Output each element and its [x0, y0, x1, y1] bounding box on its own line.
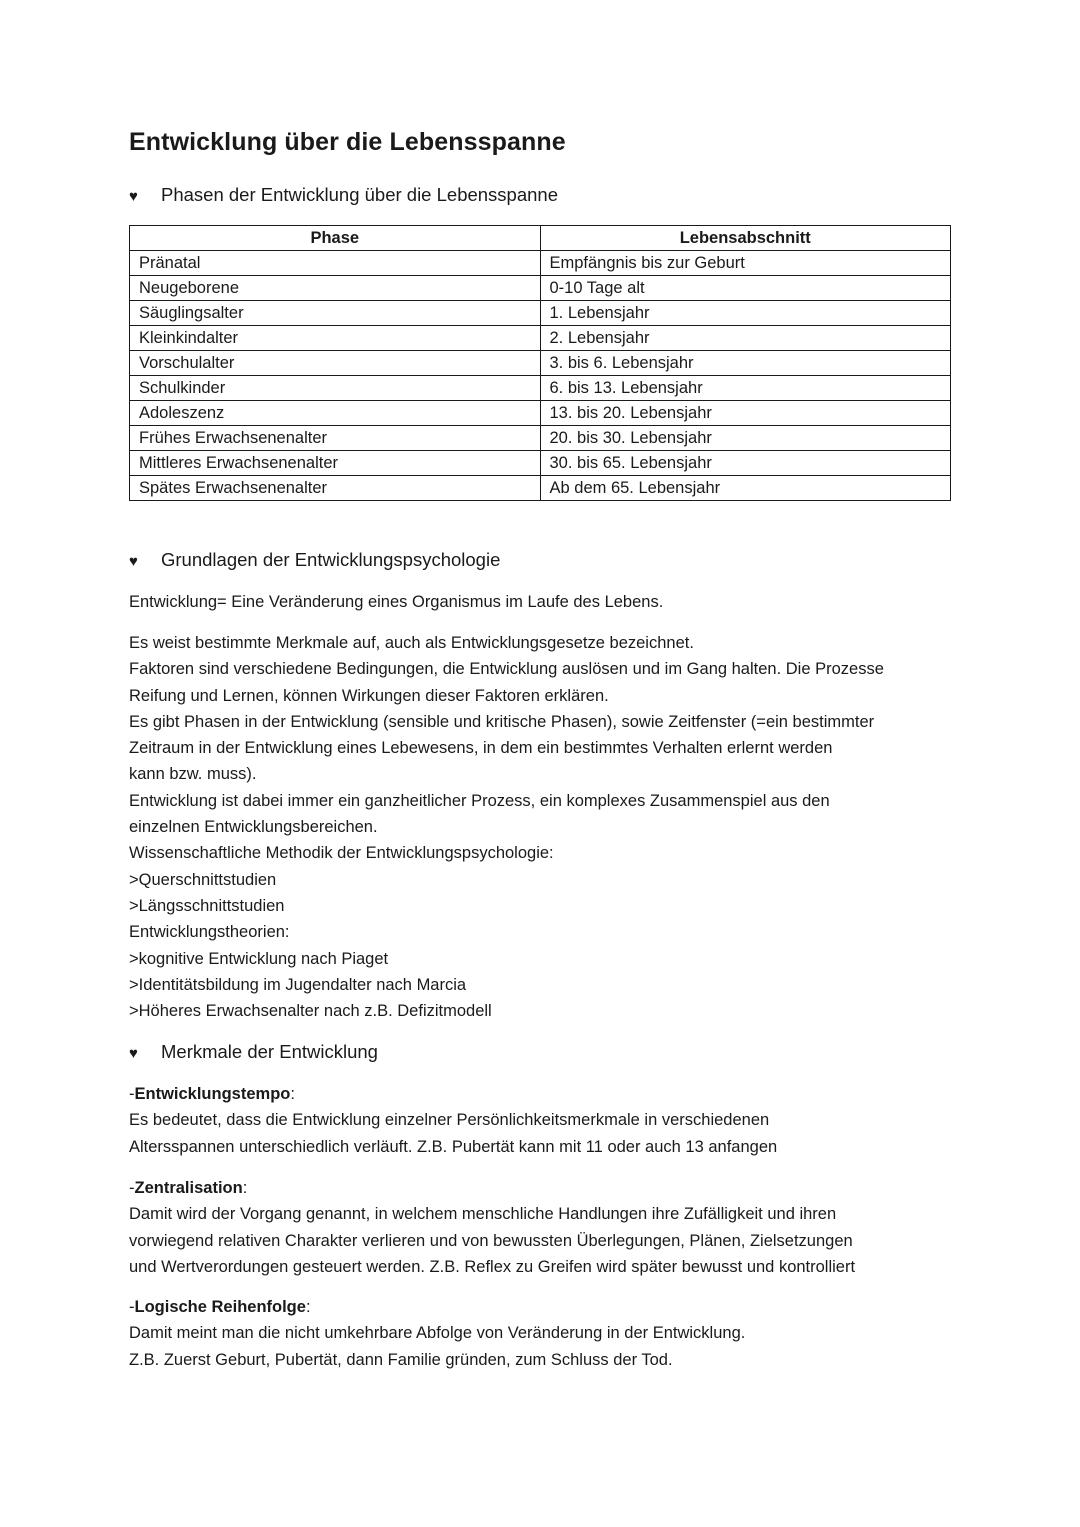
column-header-lebensabschnitt: Lebensabschnitt — [540, 226, 951, 251]
section-heading-merkmale — [129, 1041, 378, 1063]
cell-phase: Schulkinder — [130, 376, 541, 401]
merkmal-prefix: - — [129, 1298, 135, 1316]
heart-bullet-icon: ♥ — [129, 188, 138, 205]
merkmal-line: Damit wird der Vorgang genannt, in welchem menschliche Handlungen ihre Zufälligkeit und ihren — [129, 1205, 837, 1224]
cell-phase: Säuglingsalter — [130, 301, 541, 326]
heart-bullet-icon: ♥ — [129, 1045, 138, 1062]
table-row — [130, 476, 951, 501]
grundlagen-paragraph — [129, 630, 951, 1024]
cell-lebensabschnitt: Ab dem 65. Lebensjahr — [540, 476, 951, 501]
table-row — [130, 401, 951, 426]
merkmal-zentralisation — [129, 1175, 951, 1280]
cell-phase: Vorschulalter — [130, 351, 541, 376]
table-row — [130, 301, 951, 326]
section-heading-phasen — [129, 184, 558, 206]
table-row — [130, 426, 951, 451]
phases-table — [129, 225, 951, 501]
table-header-row — [130, 226, 951, 251]
table-row — [130, 376, 951, 401]
paragraph-line: einzelnen Entwicklungsbereichen. — [129, 818, 378, 837]
cell-lebensabschnitt: 6. bis 13. Lebensjahr — [540, 376, 951, 401]
section-heading-text: Grundlagen der Entwicklungspsychologie — [161, 549, 501, 570]
merkmal-prefix: - — [129, 1179, 135, 1197]
section-heading-grundlagen — [129, 549, 500, 571]
document-title: Entwicklung über die Lebensspanne — [129, 128, 566, 156]
merkmal-suffix: : — [242, 1179, 248, 1197]
definition-text: Entwicklung= Eine Veränderung eines Organismus im Laufe des Lebens. — [129, 593, 664, 611]
cell-phase: Mittleres Erwachsenenalter — [130, 451, 541, 476]
paragraph-line: kann bzw. muss). — [129, 765, 257, 784]
paragraph-line: >Querschnittstudien — [129, 870, 277, 889]
cell-phase: Frühes Erwachsenenalter — [130, 426, 541, 451]
section-heading-text: Merkmale der Entwicklung — [161, 1041, 378, 1062]
paragraph-line: Entwicklung ist dabei immer ein ganzheitlicher Prozess, ein komplexes Zusammenspiel aus den — [129, 791, 830, 810]
merkmal-title — [129, 1294, 951, 1320]
paragraph-line: Entwicklungstheorien: — [129, 923, 290, 942]
table-body — [130, 251, 951, 501]
merkmal-suffix: : — [290, 1085, 295, 1103]
merkmal-title — [129, 1175, 951, 1201]
paragraph-line: >Längsschnittstudien — [129, 896, 285, 915]
paragraph-line: Wissenschaftliche Methodik der Entwicklungspsychologie: — [129, 844, 554, 863]
paragraph-line: >kognitive Entwicklung nach Piaget — [129, 949, 389, 968]
cell-lebensabschnitt: 3. bis 6. Lebensjahr — [540, 351, 951, 376]
cell-phase: Neugeborene — [130, 276, 541, 301]
merkmal-line: Damit meint man die nicht umkehrbare Abfolge von Veränderung in der Entwicklung. — [129, 1324, 746, 1343]
cell-lebensabschnitt: 0-10 Tage alt — [540, 276, 951, 301]
merkmal-term: Entwicklungstempo — [134, 1085, 291, 1103]
cell-lebensabschnitt: 30. bis 65. Lebensjahr — [540, 451, 951, 476]
section-heading-text: Phasen der Entwicklung über die Lebensspanne — [161, 184, 559, 205]
table-row — [130, 351, 951, 376]
merkmal-title — [129, 1081, 951, 1107]
paragraph-line: >Identitätsbildung im Jugendalter nach Marcia — [129, 975, 467, 994]
merkmal-line: Z.B. Zuerst Geburt, Pubertät, dann Familie gründen, zum Schluss der Tod. — [129, 1350, 673, 1369]
table-row — [130, 451, 951, 476]
table-row — [130, 276, 951, 301]
merkmal-term: Logische Reihenfolge — [134, 1298, 306, 1316]
table-row — [130, 326, 951, 351]
table-row — [130, 251, 951, 276]
cell-phase: Pränatal — [130, 251, 541, 276]
merkmal-line: und Wertverordungen gesteuert werden. Z.B. Reflex zu Greifen wird später bewusst und kontrolliert — [129, 1257, 856, 1276]
cell-lebensabschnitt: 1. Lebensjahr — [540, 301, 951, 326]
paragraph-line: Zeitraum in der Entwicklung eines Lebewesens, in dem ein bestimmtes Verhalten erlernt werden — [129, 739, 833, 758]
heart-bullet-icon: ♥ — [129, 553, 138, 570]
merkmal-prefix: - — [129, 1085, 135, 1103]
cell-lebensabschnitt: Empfängnis bis zur Geburt — [540, 251, 951, 276]
paragraph-line: Faktoren sind verschiedene Bedingungen, die Entwicklung auslösen und im Gang halten. Die Prozesse — [129, 660, 884, 679]
cell-phase: Kleinkindalter — [130, 326, 541, 351]
merkmal-line: Es bedeutet, dass die Entwicklung einzelner Persönlichkeitsmerkmale in verschiedenen — [129, 1111, 770, 1130]
merkmal-suffix: : — [305, 1298, 311, 1316]
column-header-phase: Phase — [130, 226, 541, 251]
cell-lebensabschnitt: 2. Lebensjahr — [540, 326, 951, 351]
definition-paragraph — [129, 589, 951, 615]
merkmal-line: Altersspannen unterschiedlich verläuft. Z.B. Pubertät kann mit 11 oder auch 13 anfangen — [129, 1137, 778, 1156]
cell-lebensabschnitt: 20. bis 30. Lebensjahr — [540, 426, 951, 451]
paragraph-line: >Höheres Erwachsenalter nach z.B. Defizitmodell — [129, 1002, 492, 1021]
merkmal-line: vorwiegend relativen Charakter verlieren und von bewussten Überlegungen, Plänen, Zielsetzungen — [129, 1231, 853, 1250]
paragraph-line: Es weist bestimmte Merkmale auf, auch als Entwicklungsgesetze bezeichnet. — [129, 634, 694, 652]
paragraph-line: Reifung und Lernen, können Wirkungen dieser Faktoren erklären. — [129, 686, 609, 705]
paragraph-line: Es gibt Phasen in der Entwicklung (sensible und kritische Phasen), sowie Zeitfenster (=ein bestimmter — [129, 712, 875, 731]
cell-lebensabschnitt: 13. bis 20. Lebensjahr — [540, 401, 951, 426]
merkmal-logische-reihenfolge — [129, 1294, 951, 1373]
merkmal-entwicklungstempo — [129, 1081, 951, 1160]
merkmal-term: Zentralisation — [134, 1179, 243, 1197]
cell-phase: Spätes Erwachsenenalter — [130, 476, 541, 501]
cell-phase: Adoleszenz — [130, 401, 541, 426]
